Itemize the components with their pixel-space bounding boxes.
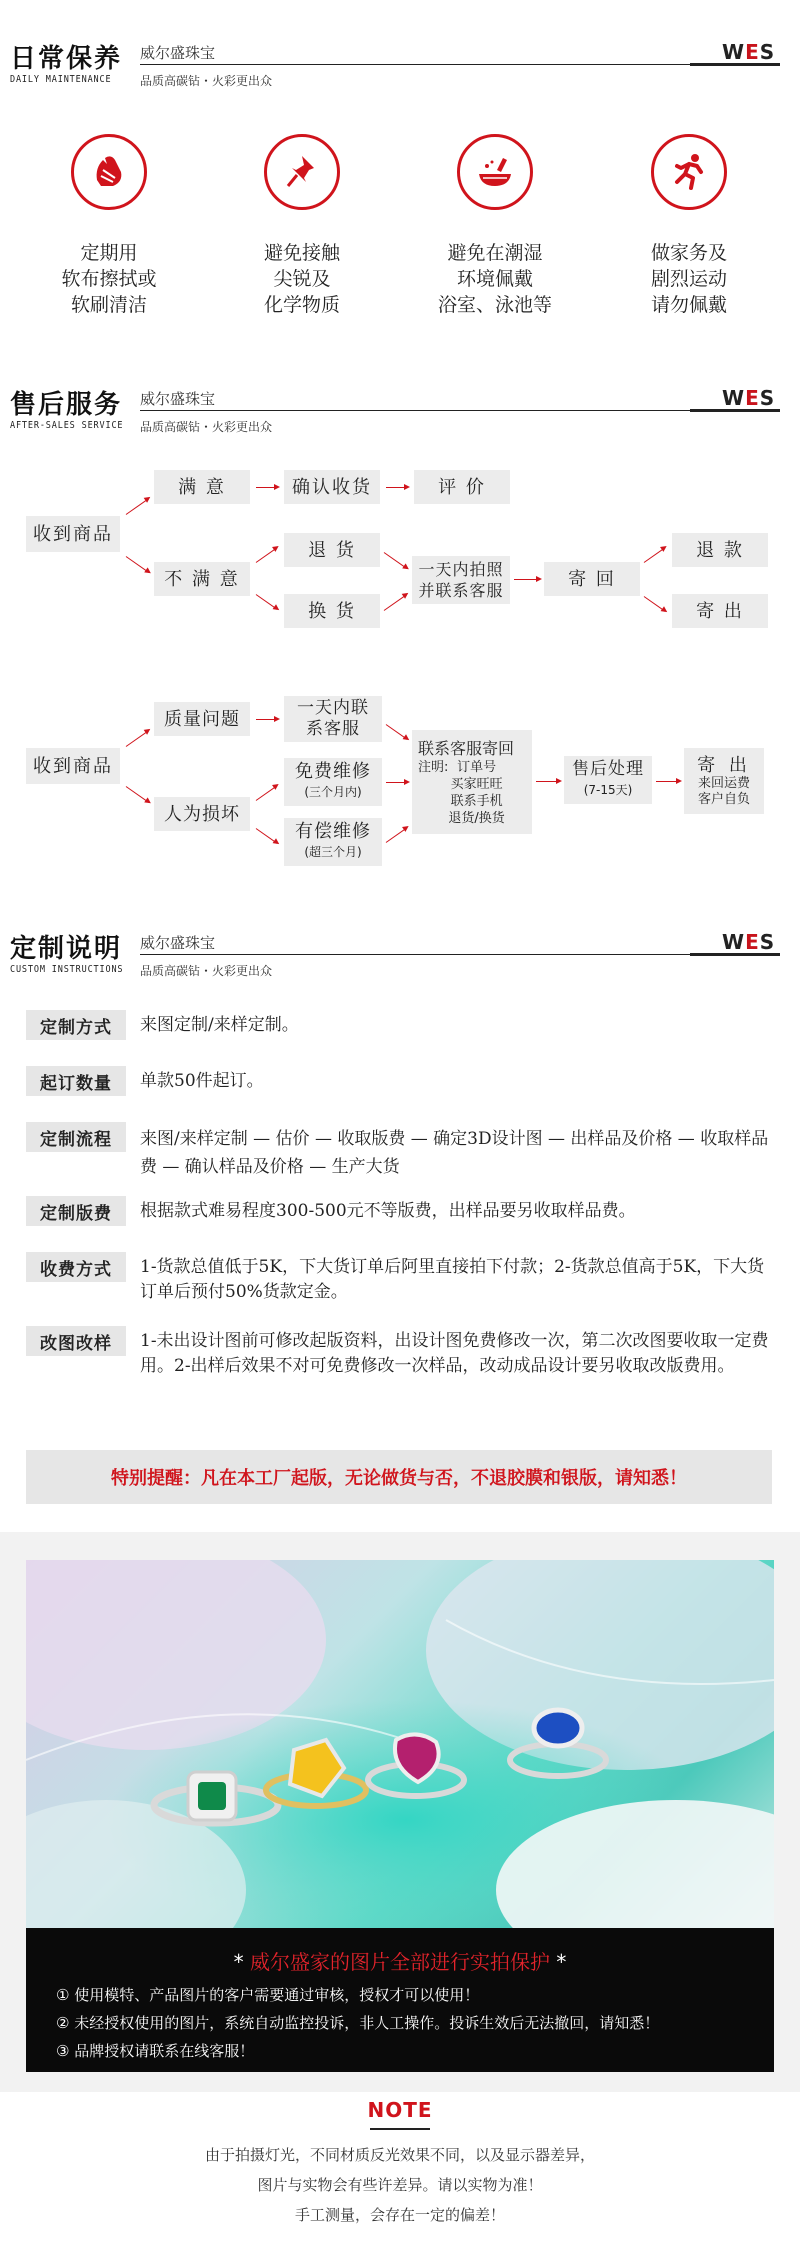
section-subtitle: CUSTOM INSTRUCTIONS — [10, 964, 124, 975]
divider — [140, 64, 780, 65]
maintenance-text-line: 定期用 — [80, 242, 138, 264]
brand-logo: WES — [722, 40, 776, 64]
arrow — [256, 594, 278, 610]
flow1-confirm: 确认收货 — [284, 470, 380, 504]
arrow — [256, 487, 278, 488]
flow2-process: 售后处理 (7-15天) — [564, 756, 652, 804]
brand-name: 威尔盛珠宝 — [140, 934, 216, 952]
section-subtitle: AFTER-SALES SERVICE — [10, 420, 124, 431]
custom-text: 根据款式难易程度300-500元不等版费，出样品要另收取样品费。 — [140, 1201, 636, 1221]
custom-text: 来图定制/来样定制。 — [140, 1015, 299, 1035]
flow1-send-back: 寄 回 — [544, 562, 640, 596]
custom-text: 1-货款总值低于5K，下大货订单后阿里直接拍下付款；2-货款总值高于5K，下大货订单后预付50%货款定金。 — [140, 1257, 765, 1302]
maintenance-header — [0, 38, 800, 108]
custom-label: 收费方式 — [26, 1252, 126, 1282]
maintenance-item-sharp — [207, 134, 397, 318]
arrow — [656, 781, 680, 782]
note-divider — [370, 2128, 430, 2130]
brand-logo: WES — [722, 386, 776, 410]
cloth-wipe-icon — [71, 134, 147, 210]
maintenance-text-line: 软布擦拭或 — [61, 268, 157, 290]
note-line: 由于拍摄灯光，不同材质反光效果不同，以及显示器差异， — [204, 2146, 595, 2164]
flow1-contact: 一天内拍照 并联系客服 — [412, 556, 510, 604]
maintenance-text-line: 避免在潮湿 — [447, 242, 543, 264]
arrow — [644, 547, 666, 563]
flow2-free-repair: 免费维修 (三个月内) — [284, 758, 382, 806]
special-notice: 特别提醒：凡在本工厂起版，无论做货与否，不退胶膜和银版，请知悉！ — [26, 1450, 772, 1504]
arrow — [126, 556, 150, 573]
note-title: NOTE — [367, 2098, 433, 2122]
arrow — [514, 579, 540, 580]
arrow — [386, 487, 408, 488]
maintenance-item-sport — [594, 134, 784, 318]
brand-name: 威尔盛珠宝 — [140, 44, 216, 62]
maintenance-item-wet — [400, 134, 590, 318]
arrow — [384, 594, 408, 611]
arrow — [256, 828, 278, 844]
custom-label: 定制方式 — [26, 1010, 126, 1040]
brand-slogan: 品质高碳钻・火彩更出众 — [140, 420, 273, 434]
arrow — [126, 730, 150, 747]
custom-label: 起订数量 — [26, 1066, 126, 1096]
arrow — [256, 785, 278, 801]
flow1-ship: 寄 出 — [672, 594, 768, 628]
protection-banner — [26, 1928, 774, 2072]
flow2-quality-action: 一天内联 系客服 — [284, 696, 382, 742]
maintenance-text-line: 环境佩戴 — [456, 268, 533, 290]
arrow — [256, 547, 278, 563]
running-person-icon — [651, 134, 727, 210]
arrow — [386, 782, 408, 783]
flow1-return: 退 货 — [284, 533, 380, 567]
flow2-quality: 质量问题 — [154, 702, 250, 736]
maintenance-text-line: 浴室、泳池等 — [437, 294, 552, 316]
custom-label: 定制流程 — [26, 1122, 126, 1152]
brand-logo: WES — [722, 930, 776, 954]
note-line: 图片与实物会有些许差异。请以实物为准！ — [257, 2176, 543, 2194]
arrow — [126, 498, 150, 515]
maintenance-text-line: 软刷清洁 — [70, 294, 147, 316]
wash-basin-icon — [457, 134, 533, 210]
flow2-contact: 联系客服寄回 注明: 订单号 买家旺旺 联系手机 退货/换货 — [412, 730, 532, 834]
flow2-start: 收到商品 — [26, 748, 120, 784]
maintenance-item-wipe — [14, 134, 204, 318]
maintenance-text-line: 化学物质 — [263, 294, 340, 316]
flow1-unsatisfied: 不 满 意 — [154, 562, 250, 596]
section-title: 日常保养 — [10, 44, 123, 74]
arrow — [386, 724, 408, 740]
custom-label: 定制版费 — [26, 1196, 126, 1226]
maintenance-text-line: 避免接触 — [263, 242, 340, 264]
protection-line: ① 使用模特、产品图片的客户需要通过审核，授权才可以使用！ — [56, 1986, 480, 2004]
section-title: 定制说明 — [10, 934, 123, 964]
custom-header — [0, 928, 800, 998]
custom-text: 来图/来样定制 — 估价 — 收取版费 — 确定3D设计图 — 出样品及价格 — 收取样品费 — 确认样品及价格 — 生产大货 — [140, 1129, 769, 1177]
flow1-start: 收到商品 — [26, 516, 120, 552]
brand-slogan: 品质高碳钻・火彩更出众 — [140, 74, 273, 88]
arrow — [256, 719, 278, 720]
note-line: 手工测量，会存在一定的偏差！ — [294, 2206, 505, 2224]
section-subtitle: DAILY MAINTENANCE — [10, 74, 112, 85]
flow1-review: 评 价 — [414, 470, 510, 504]
flow1-refund: 退 款 — [672, 533, 768, 567]
arrow — [386, 827, 408, 843]
arrow — [126, 786, 150, 803]
maintenance-text-line: 尖锐及 — [273, 268, 331, 290]
protection-title: * 威尔盛家的图片全部进行实拍保护 * — [233, 1950, 567, 1974]
arrow — [536, 781, 560, 782]
protection-line: ③ 品牌授权请联系在线客服！ — [56, 2042, 255, 2060]
maintenance-text-line: 做家务及 — [650, 242, 727, 264]
flow2-paid-repair: 有偿维修 (超三个月) — [284, 818, 382, 866]
brand-name: 威尔盛珠宝 — [140, 390, 216, 408]
custom-text: 1-未出设计图前可修改起版资料，出设计图免费修改一次，第二次改图要收取一定费用。2-出样后效果不对可免费修改一次样品，改动成品设计要另收取改版费用。 — [140, 1331, 769, 1376]
divider — [140, 954, 780, 955]
pushpin-icon — [264, 134, 340, 210]
protection-line: ② 未经授权使用的图片，系统自动监控投诉，非人工操作。投诉生效后无法撤回，请知悉！ — [56, 2014, 660, 2032]
flow1-satisfied: 满 意 — [154, 470, 250, 504]
flow2-ship: 寄 出 来回运费 客户自负 — [684, 748, 764, 814]
maintenance-text-line: 剧烈运动 — [650, 268, 727, 290]
divider — [140, 410, 780, 411]
maintenance-text-line: 请勿佩戴 — [650, 294, 727, 316]
custom-text: 单款50件起订。 — [140, 1071, 264, 1091]
flow2-damage: 人为损坏 — [154, 797, 250, 831]
rings-photo — [26, 1560, 774, 1980]
section-title: 售后服务 — [10, 390, 123, 420]
brand-slogan: 品质高碳钻・火彩更出众 — [140, 964, 273, 978]
custom-label: 改图改样 — [26, 1326, 126, 1356]
arrow — [644, 596, 666, 612]
aftersales-header — [0, 384, 800, 454]
arrow — [384, 552, 408, 569]
flow1-exchange: 换 货 — [284, 594, 380, 628]
